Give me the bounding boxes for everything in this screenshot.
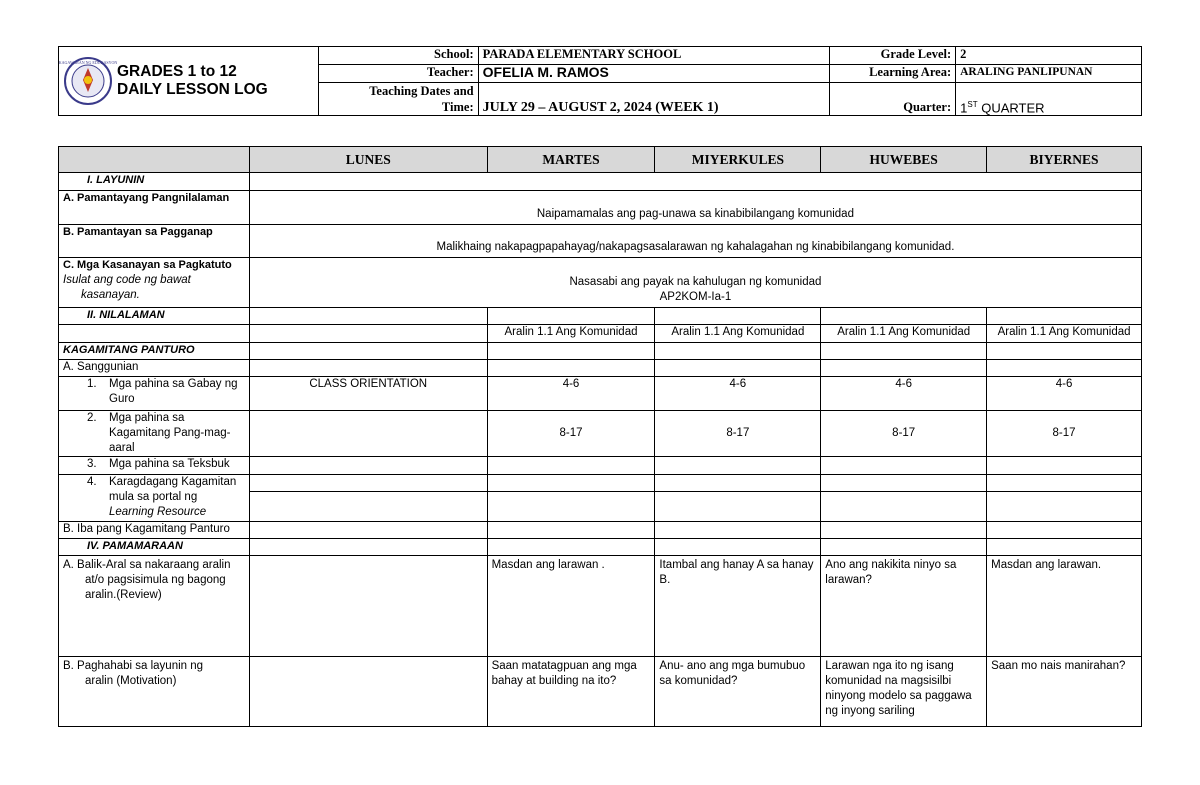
row-label-teksbuk xyxy=(59,457,250,475)
header-table xyxy=(58,46,1142,116)
class-orientation-cell: CLASS ORIENTATION xyxy=(249,377,487,411)
empty-cell xyxy=(987,457,1142,475)
kagamitan-pages: 8-17 xyxy=(987,411,1142,457)
row-label-balik-aral xyxy=(59,556,250,657)
empty-cell xyxy=(821,360,987,377)
day-header: LUNES xyxy=(249,147,487,173)
empty-cell xyxy=(821,308,987,325)
pamantayan-pagganap-value: Malikhaing nakapagpapahayag/nakapagsasalarawan ng kahalagahan ng kinabibilangang komunidad. xyxy=(249,225,1141,258)
empty-cell xyxy=(655,475,821,492)
empty-cell xyxy=(249,475,487,492)
gabay-pages: 4-6 xyxy=(821,377,987,411)
deped-seal-icon xyxy=(58,56,118,106)
empty-cell xyxy=(249,308,487,325)
row-label-kasanayan xyxy=(59,258,250,308)
section-kagamitang-panturo: KAGAMITANG PANTURO xyxy=(59,343,250,360)
empty-cell xyxy=(987,492,1142,522)
teacher-label: Teacher: xyxy=(318,65,478,83)
balik-aral-huwebes: Ano ang nakikita ninyo sa larawan? xyxy=(821,556,987,657)
kagamitan-pages: 8-17 xyxy=(821,411,987,457)
title-dll: DAILY LESSON LOG xyxy=(117,81,268,98)
empty-cell xyxy=(487,522,655,539)
aralin-cell: Aralin 1.1 Ang Komunidad xyxy=(487,325,655,343)
empty-cell xyxy=(821,492,987,522)
kasanayan-note-1: Isulat ang code ng bawat xyxy=(63,274,191,286)
row-label-gabay xyxy=(59,377,250,411)
gabay-pages: 4-6 xyxy=(987,377,1142,411)
empty-cell xyxy=(655,360,821,377)
day-header: BIYERNES xyxy=(987,147,1142,173)
kagamitan-line3: aaral xyxy=(109,442,135,454)
gabay-line1: Mga pahina sa Gabay ng xyxy=(109,378,238,390)
gabay-num: 1. xyxy=(87,378,97,390)
day-header: HUWEBES xyxy=(821,147,987,173)
kasanayan-code: AP2KOM-Ia-1 xyxy=(659,291,732,303)
empty-cell xyxy=(987,475,1142,492)
section-layunin: I. LAYUNIN xyxy=(59,173,250,191)
row-label-iba-pang: B. Iba pang Kagamitang Panturo xyxy=(59,522,250,539)
dates-value: JULY 29 – AUGUST 2, 2024 (WEEK 1) xyxy=(478,83,830,116)
paghahabi-miyerkules: Anu- ano ang mga bumubuo sa komunidad? xyxy=(655,657,821,727)
quarter-value xyxy=(956,83,1142,116)
empty-cell xyxy=(655,457,821,475)
kagamitan-num: 2. xyxy=(87,412,97,424)
row-label-pamantayang-pangnilalaman: A. Pamantayang Pangnilalaman xyxy=(59,191,250,225)
empty-cell xyxy=(487,475,655,492)
dates-label xyxy=(318,83,478,116)
kagamitan-line2: Kagamitang Pang-mag- xyxy=(109,427,231,439)
empty-cell xyxy=(655,522,821,539)
karagdagang-line1: Karagdagang Kagamitan xyxy=(109,476,237,488)
kagamitan-pages: 8-17 xyxy=(655,411,821,457)
lesson-log-table xyxy=(58,146,1142,727)
section-nilalaman: II. NILALAMAN xyxy=(59,308,250,325)
row-label-karagdagang xyxy=(59,475,250,522)
area-label: Learning Area: xyxy=(830,65,956,83)
empty-cell xyxy=(655,343,821,360)
row-label-paghahabi xyxy=(59,657,250,727)
kagamitan-pages: 8-17 xyxy=(487,411,655,457)
empty-cell xyxy=(487,457,655,475)
empty-cell xyxy=(249,411,487,457)
empty-cell xyxy=(987,360,1142,377)
empty-cell xyxy=(487,539,655,556)
section-pamamaraan: IV. PAMAMARAAN xyxy=(59,539,250,556)
title-grades: GRADES 1 to 12 xyxy=(117,63,237,80)
teksbuk-num: 3. xyxy=(87,458,97,470)
quarter-label: Quarter: xyxy=(830,83,956,116)
empty-cell xyxy=(249,325,487,343)
empty-cell xyxy=(821,539,987,556)
empty-cell xyxy=(487,492,655,522)
teksbuk-label: Mga pahina sa Teksbuk xyxy=(109,458,230,470)
kagamitan-line1: Mga pahina sa xyxy=(109,412,185,424)
paghahabi-line1: B. Paghahabi sa layunin ng xyxy=(63,660,204,672)
kasanayan-note-2: kasanayan. xyxy=(81,289,140,301)
dates-label-line2: Time: xyxy=(441,100,474,114)
empty-cell xyxy=(249,457,487,475)
day-header: MARTES xyxy=(487,147,655,173)
school-label: School: xyxy=(318,47,478,65)
empty-cell xyxy=(487,343,655,360)
grade-value: 2 xyxy=(956,47,1142,65)
empty-cell xyxy=(59,325,250,343)
teacher-value: OFELIA M. RAMOS xyxy=(478,65,830,83)
paghahabi-biyernes: Saan mo nais manirahan? xyxy=(987,657,1142,727)
seal-text: KAGAWARAN NG EDUKASYON xyxy=(58,60,118,65)
empty-cell xyxy=(249,343,487,360)
empty-cell xyxy=(987,308,1142,325)
empty-cell xyxy=(249,360,487,377)
area-value: ARALING PANLIPUNAN xyxy=(956,65,1142,83)
empty-cell xyxy=(487,308,655,325)
row-label-kagamitan xyxy=(59,411,250,457)
karagdagang-num: 4. xyxy=(87,476,97,488)
empty-cell xyxy=(249,657,487,727)
header-blank xyxy=(59,147,250,173)
kasanayan-title: C. Mga Kasanayan sa Pagkatuto xyxy=(63,259,232,271)
empty-cell xyxy=(249,556,487,657)
karagdagang-line2: mula sa portal ng xyxy=(109,491,198,503)
empty-cell xyxy=(987,343,1142,360)
aralin-cell: Aralin 1.1 Ang Komunidad xyxy=(821,325,987,343)
aralin-cell: Aralin 1.1 Ang Komunidad xyxy=(987,325,1142,343)
grade-label: Grade Level: xyxy=(830,47,956,65)
empty-cell xyxy=(987,522,1142,539)
quarter-num: 1 xyxy=(960,100,968,115)
kasanayan-value-line1: Nasasabi ang payak na kahulugan ng komunidad xyxy=(569,276,822,288)
balik-aral-biyernes: Masdan ang larawan. xyxy=(987,556,1142,657)
header-logo-cell xyxy=(59,47,319,116)
row-label-sanggunian: A. Sanggunian xyxy=(59,360,250,377)
balik-aral-line3: aralin.(Review) xyxy=(85,589,162,601)
empty-cell xyxy=(655,308,821,325)
quarter-sup: ST xyxy=(967,99,978,109)
gabay-pages: 4-6 xyxy=(655,377,821,411)
kasanayan-value xyxy=(249,258,1141,308)
empty-cell xyxy=(821,343,987,360)
quarter-text: QUARTER xyxy=(977,100,1045,115)
empty-cell xyxy=(249,173,1141,191)
day-header: MIYERKULES xyxy=(655,147,821,173)
school-value: PARADA ELEMENTARY SCHOOL xyxy=(478,47,830,65)
aralin-cell: Aralin 1.1 Ang Komunidad xyxy=(655,325,821,343)
karagdagang-line3: Learning Resource xyxy=(109,506,207,518)
empty-cell xyxy=(249,539,487,556)
paghahabi-martes: Saan matatagpuan ang mga bahay at building na ito? xyxy=(487,657,655,727)
paghahabi-huwebes: Larawan nga ito ng isang komunidad na magsisilbi ninyong modelo sa paggawa ng inyong sariling xyxy=(821,657,987,727)
pamantayang-pangnilalaman-value: Naipamamalas ang pag-unawa sa kinabibilangang komunidad xyxy=(249,191,1141,225)
empty-cell xyxy=(821,475,987,492)
empty-cell xyxy=(821,522,987,539)
empty-cell xyxy=(821,457,987,475)
empty-cell xyxy=(987,539,1142,556)
gabay-pages: 4-6 xyxy=(487,377,655,411)
gabay-line2: Guro xyxy=(109,393,135,405)
row-label-pamantayan-pagganap: B. Pamantayan sa Pagganap xyxy=(59,225,250,258)
empty-cell xyxy=(249,522,487,539)
balik-aral-line1: A. Balik-Aral sa nakaraang aralin xyxy=(63,559,231,571)
empty-cell xyxy=(655,492,821,522)
balik-aral-miyerkules: Itambal ang hanay A sa hanay B. xyxy=(655,556,821,657)
empty-cell xyxy=(655,539,821,556)
empty-cell xyxy=(487,360,655,377)
balik-aral-line2: at/o pagsisimula ng bagong xyxy=(85,574,226,586)
dates-label-line1: Teaching Dates and xyxy=(369,84,474,98)
paghahabi-line2: aralin (Motivation) xyxy=(85,675,177,687)
empty-cell xyxy=(249,492,487,522)
balik-aral-martes: Masdan ang larawan . xyxy=(487,556,655,657)
